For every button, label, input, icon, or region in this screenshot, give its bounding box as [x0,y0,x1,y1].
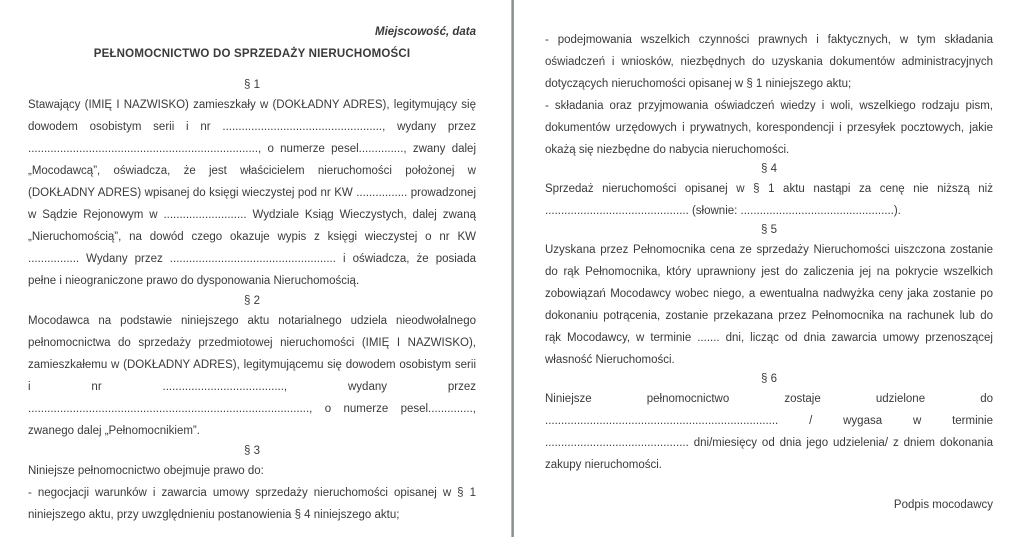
section-1-heading: § 1 [244,79,260,91]
section-3-heading: § 3 [244,445,260,457]
section-3-item-1: - negocjacji warunków i zawarcia umowy sprzedaży nieruchomości opisanej w § 1 niniejszego aktu, przy uwzględnieniu postanowienia § 4 niniejszego aktu; [28,487,476,521]
document-right-page [545,0,993,516]
signature-label: Podpis mocodawcy [893,499,993,511]
section-6-heading: § 6 [761,373,777,385]
section-5-text: Uzyskana przez Pełnomocnika cena ze sprzedaży Nieruchomości uiszczona zostanie do rąk Pełnomocnika, który uprawniony jest do zaliczenia jej na pokrycie wszelkich zobowiązań Mocodawcy wobec niego, a ewentualna nadwyżka ceny jaka zostanie po dokonaniu potrącenia, zostanie przekazana przez Pełnomocnika na rachunek lub do rąk Mocodawcy, w terminie ....... dni, licząc od dnia zawarcia umowy przenoszącej własność Nieruchomości. [545,244,993,366]
document-title: PEŁNOMOCNICTWO DO SPRZEDAŻY NIERUCHOMOŚCI [93,48,411,60]
document-left-page [28,0,476,526]
section-3-intro: Niniejsze pełnomocnictwo obejmuje prawo do: [28,465,264,477]
section-4-text: Sprzedaż nieruchomości opisanej w § 1 aktu nastąpi za cenę nie niższą niż ............................................. (słownie: ................................................). [545,183,993,217]
section-6-text: Niniejsze pełnomocnictwo zostaje udzielone do ......................................................................... / wygasa w terminie ............................................. dni/miesięcy od dnia jego udzielenia/ z dniem dokonania zakupy nieruchomości. [545,393,993,471]
section-1-text: Stawający (IMIĘ I NAZWISKO) zamieszkały w (DOKŁADNY ADRES), legitymujący się dowodem osobistym serii i nr .................................................., wydany przez ........................................................................, o numerze pesel.............., zwany dalej „Mocodawcą”, oświadcza, że jest właścicielem nieruchomości położonej w (DOKŁADNY ADRES) wpisanej do księgi wieczystej pod nr KW ................ prowadzonej w Sądzie Rejonowym w .......................... Wydziale Ksiąg Wieczystych, dalej zwaną „Nieruchomością”, na dowód czego okazuje wypis z księgi wieczystej o nr KW ................ Wydany przez .................................................... i oświadcza, że posiada pełne i nieograniczone prawo do dysponowania Nieruchomością. [28,99,476,287]
section-2-text: Mocodawca na podstawie niniejszego aktu notarialnego udziela nieodwołalnego pełnomocnictwa do sprzedaży przedmiotowej nieruchomości (IMIĘ I NAZWISKO), zamieszkałemu w (DOKŁADNY ADRES), legitymującemu się dowodem osobistym serii i nr ......................................, wydany przez ........................................................................................, o numerze pesel.............., zwanego dalej „Pełnomocnikiem”. [28,315,476,437]
place-date-line: Miejscowość, data [375,26,476,38]
section-4-heading: § 4 [761,163,777,175]
section-3-item-2: - podejmowania wszelkich czynności prawnych i faktycznych, w tym składania oświadczeń i wniosków, niezbędnych do uzyskania dokumentów administracyjnych dotyczących nieruchomości opisanej w § 1 niniejszego aktu; [545,34,993,90]
page-divider [511,0,514,537]
section-2-heading: § 2 [244,295,260,307]
section-3-item-3: - składania oraz przyjmowania oświadczeń wiedzy i woli, wszelkiego rodzaju pism, dokumentów urzędowych i prywatnych, korespondencji i przesyłek pocztowych, jakie okażą się niezbędne do nabycia nieruchomości. [545,100,993,156]
section-5-heading: § 5 [761,224,777,236]
